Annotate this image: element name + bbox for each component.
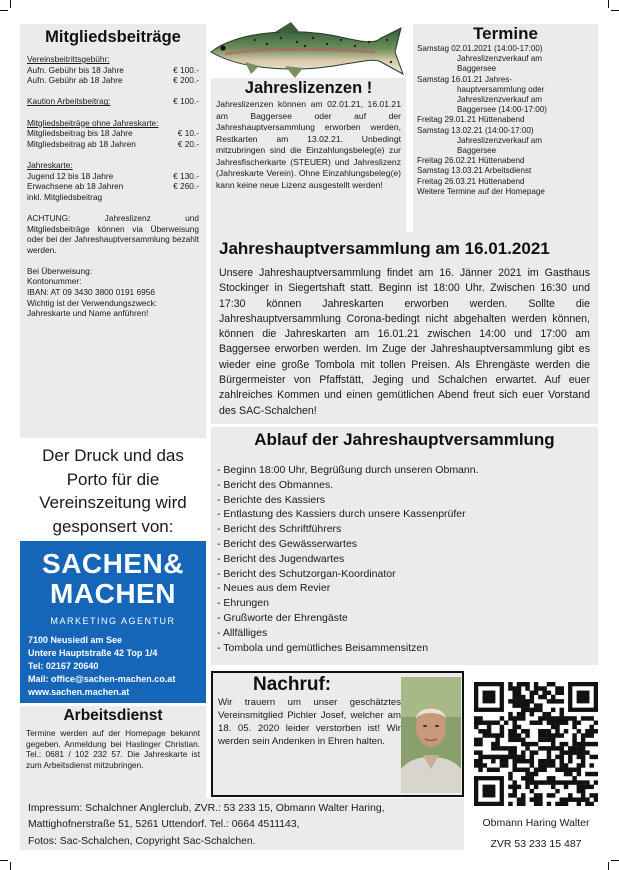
date-entry-line: Baggersee	[457, 146, 497, 156]
qr-code[interactable]	[474, 682, 598, 806]
fee-row: Erwachsene ab 18 Jahren € 260.-	[27, 181, 199, 192]
date-entry-line: Jahreslizenzverkauf am	[457, 54, 543, 64]
zvr-number: ZVR 53 233 15 487	[490, 838, 582, 850]
sponsor-logo: SACHEN& MACHEN	[42, 548, 184, 609]
date-entry-line: Samstag 13.03.21 Arbeitsdienst	[417, 166, 532, 176]
obituary-section	[211, 671, 464, 797]
fee-row: Mitgliedsbeitrag ab 18 Jahren € 20.-	[27, 138, 199, 149]
agenda-item: - Bericht des Schutzorgan-Koordinator	[217, 567, 396, 580]
date-entry-line: Baggersee	[457, 64, 497, 74]
portrait-photo	[401, 677, 461, 793]
agenda-item: - Ehrungen	[217, 597, 269, 610]
crop-mark	[608, 0, 609, 8]
crop-mark	[611, 10, 619, 11]
agenda-section	[211, 427, 598, 665]
dates-list	[417, 44, 594, 197]
agenda-item: - Bericht des Jugendwartes	[217, 552, 345, 565]
imprint-line: Mattighofnerstraße 51, 5261 Uttendorf. Tel.: 0664 4511143,	[28, 819, 300, 831]
membership-fees-section	[20, 24, 206, 438]
date-entry-line: Freitag 26.02.21 Hüttenabend	[417, 156, 525, 166]
sponsor-line: Porto für die	[66, 469, 160, 489]
agenda-title: Ablauf der Jahreshauptversammlung	[254, 430, 555, 449]
date-entry-line: Samstag 16.01.21 Jahres-	[417, 74, 512, 84]
annual-licenses-title: Jahreslizenzen !	[244, 79, 373, 97]
iban: IBAN: AT 09 3430 3800 0191 6956	[27, 287, 155, 298]
entry-fee-heading: Vereinsbeitrittsgebühr:	[27, 54, 110, 64]
trout-illustration	[205, 18, 405, 84]
general-meeting-section	[211, 232, 598, 424]
agenda-item: - Entlastung des Kassiers durch unsere Kassenprüfer	[217, 508, 466, 521]
agenda-item: - Beginn 18:00 Uhr, Begrüßung durch unseren Obmann.	[217, 464, 479, 476]
sponsor-line: Der Druck und das	[42, 446, 184, 465]
agenda-item: - Bericht des Schriftführers	[217, 523, 342, 536]
annual-licenses-text: Jahreslizenzen können am 02.01.21, 16.01.21 am Baggersee oder auf der Jahreshauptversammlung erworben werden, Restkarten am 13.02.21. Unbedingt mitzubringen sind die Einzahlungsbeleg(e) zur Jahresfischerkarte (STEUER) und Jahreslizenz (Jahreskarte Verein). Ohne Einzahlungsbeleg(e) kann keine neue Lizenz ausgestellt werden!	[216, 99, 401, 190]
sponsor-line: gesponsert von:	[52, 516, 174, 536]
sponsor-note	[20, 444, 206, 544]
agenda-item: - Grußworte der Ehrengäste	[217, 611, 348, 624]
agenda-item: - Tombola und gemütliches Beisammensitzen	[217, 641, 429, 654]
fee-row: Mitgliedsbeitrag bis 18 Jahre € 10.-	[27, 128, 199, 139]
agenda-item: - Neues aus dem Revier	[217, 582, 331, 595]
date-entry-line: Samstag 02.01.2021 (14:00-17:00)	[417, 44, 543, 53]
sponsor-ad	[20, 541, 206, 703]
transfer-line: Wichtig ist der Verwendungszweck:	[27, 297, 158, 308]
crop-mark	[0, 860, 8, 861]
date-entry-line: Samstag 13.02.21 (14:00-17:00)	[417, 125, 534, 135]
agenda-item: - Bericht des Obmannes.	[217, 478, 334, 491]
crop-mark	[0, 10, 8, 11]
date-entry-line: Jahreslizenzverkauf am	[457, 135, 543, 145]
annual-licenses-section	[211, 78, 406, 234]
sponsor-contact: 7100 Neusiedl am See Untere Hauptstraße 42 Top 1/4 Tel: 02167 20640 Mail: office@sachen-machen.co.at www.sachen.machen.at	[28, 635, 176, 697]
agenda-list	[217, 463, 592, 655]
date-entry-line: Jahreslizenzverkauf am	[457, 95, 543, 105]
sponsor-email-link[interactable]: Mail: office@sachen-machen.co.at	[28, 674, 176, 684]
transfer-line: Bei Überweisung:	[27, 265, 93, 276]
date-entry-line: Freitag 29.01.21 Hüttenabend	[417, 115, 525, 125]
work-duty-section	[20, 706, 206, 798]
general-meeting-text: Unsere Jahreshauptversammlung findet am 16. Jänner 2021 im Gasthaus Stockinger in Siegertshaft statt. Beginn ist 18:00 Uhr. Zwischen 16:30 und 17:30 können Jahreskarten erworben werden. Sollte die Jahreshauptversammlung Corona-bedingt nicht abgehalten werden können, können die Jahreskarten am 16.01.21 zwischen 14:00 und 17:00 am Baggersee erworben werden. Im Zuge der Jahreshauptversammlung gibt es wieder eine große Tombola mit tollen Preisen. Als Ehrengäste werden die Bürgermeister von Pfaffstätt, Jeging und Schalchen erwartet. Auf euer zahlreiches Kommen und einen gemütlichen Abend freut sich euer Vorstand des SAC-Schalchen!	[219, 267, 590, 417]
annual-card-heading: Jahreskarte:	[27, 159, 73, 170]
attention-note: ACHTUNG: Jahreslizenz und Mitgliedsbeiträge können via Überweisung oder bei der Jahreshauptversammlung bezahlt werden.	[27, 212, 199, 255]
sponsor-tagline: MARKETING AGENTUR	[50, 616, 176, 626]
crop-mark	[10, 862, 11, 870]
transfer-line: Jahreskarte und Name anführen!	[27, 308, 149, 319]
date-entry-line: hauptversammlung oder	[457, 84, 545, 94]
membership-fees-title: Mitgliedsbeiträge	[45, 28, 181, 46]
obituary-title: Nachruf:	[253, 674, 332, 695]
deposit-row: Kaution Arbeitsbeitrag: € 100.-	[27, 96, 199, 107]
crop-mark	[10, 0, 11, 8]
fees-without-card-heading: Mitgliedsbeiträge ohne Jahreskarte:	[27, 117, 159, 128]
agenda-item: - Berichte des Kassiers	[217, 493, 325, 506]
imprint-section	[20, 798, 464, 850]
qr-caption	[470, 813, 602, 855]
chairman-name: Obmann Haring Walter	[482, 817, 590, 829]
transfer-line: Kontonummer:	[27, 276, 82, 287]
fee-row: Jugend 12 bis 18 Jahre € 130.-	[27, 170, 199, 181]
date-entry-line: Freitag 26.03.21 Hüttenabend	[417, 176, 525, 186]
sponsor-line: Vereinszeitung wird	[39, 493, 187, 512]
work-duty-title: Arbeitsdienst	[63, 707, 163, 724]
date-entry-line: Weitere Termine auf der Homepage	[417, 186, 545, 196]
imprint-line: Impressum: Schalchner Anglerclub, ZVR.: 53 233 15, Obmann Walter Haring,	[28, 803, 385, 814]
dates-title: Termine	[473, 24, 538, 43]
dates-section	[413, 24, 598, 234]
crop-mark	[608, 862, 609, 870]
sponsor-website-link[interactable]: www.sachen.machen.at	[28, 687, 130, 697]
agenda-item: - Allfälliges	[217, 626, 268, 639]
annual-card-note: inkl. Mitgliedsbeitrag	[27, 191, 103, 202]
work-duty-text: Termine werden auf der Homepage bekannt gegeben. Anmeldung bei Haslinger Christian. Tel.: 0681 / 102 232 57. Die Jahreskarte ist zum Arbeitsdienst mitzubringen.	[26, 728, 200, 770]
crop-mark	[611, 860, 619, 861]
fee-row: Aufn. Gebühr ab 18 Jahre € 200.-	[27, 75, 199, 86]
general-meeting-title: Jahreshauptversammlung am 16.01.2021	[219, 239, 550, 258]
imprint-line: Fotos: Sac-Schalchen, Copyright Sac-Schalchen.	[28, 835, 256, 847]
date-entry-line: Baggersee (14:00-17:00)	[457, 105, 547, 115]
agenda-item: - Bericht des Gewässerwartes	[217, 537, 358, 550]
fee-row: Aufn. Gebühr bis 18 Jahre € 100.-	[27, 64, 199, 75]
obituary-text: Wir trauern um unser geschätztes Vereinsmitglied Pichler Josef, welcher am 18. 05. 2020 leider verstorben ist! Wir werden sein Andenken in Ehren halten.	[218, 697, 401, 747]
